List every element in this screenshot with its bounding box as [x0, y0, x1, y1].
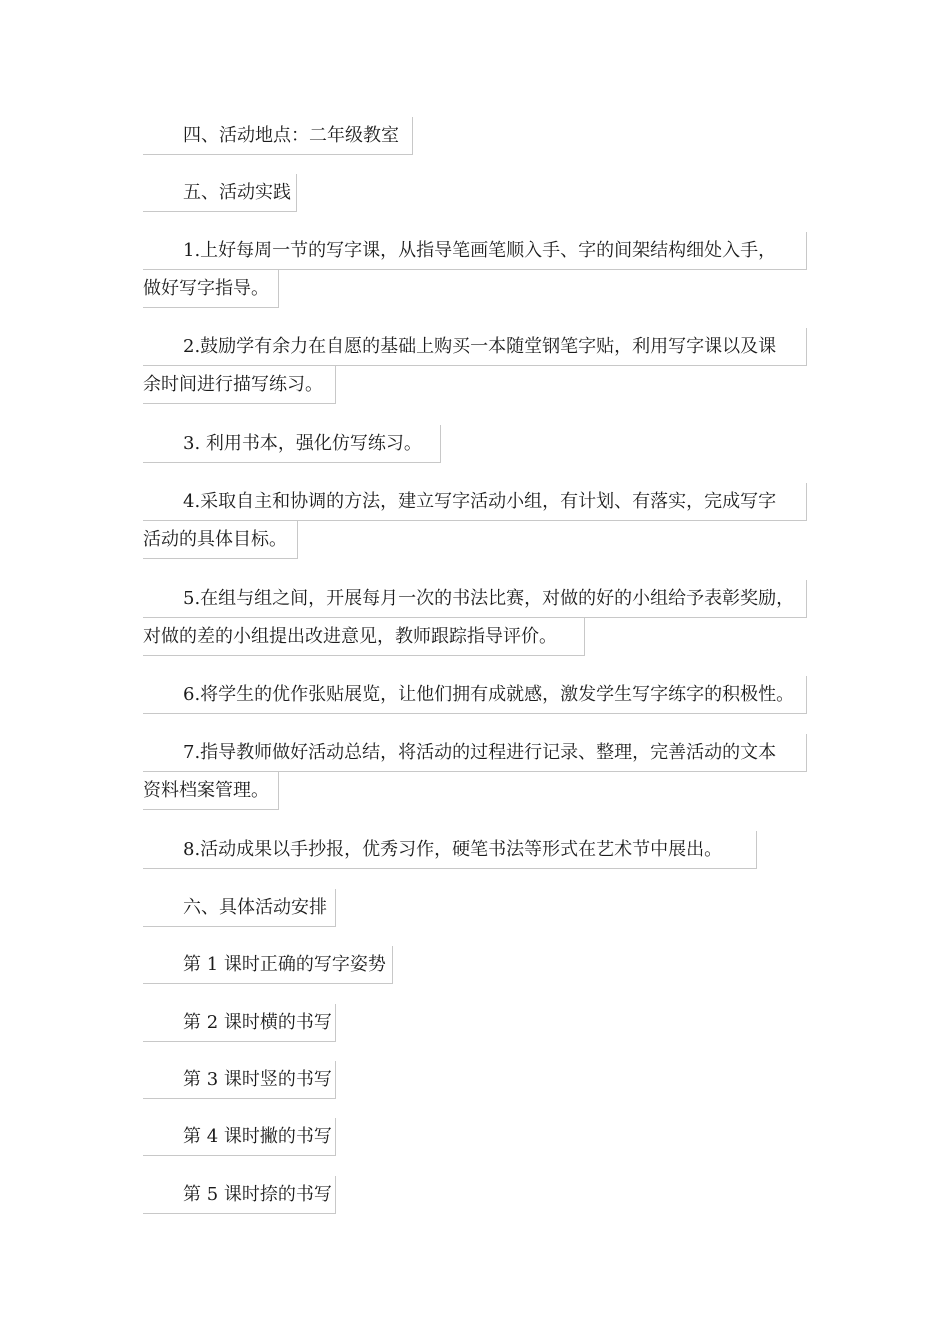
lesson-item: 第 1 课时正确的写字姿势 [143, 946, 393, 984]
heading-activity-practice: 五、活动实践 [143, 174, 297, 212]
heading-activity-schedule: 六、具体活动安排 [143, 889, 336, 927]
heading-activity-location: 四、活动地点：二年级教室 [143, 117, 413, 155]
list-item: 7.指导教师做好活动总结，将活动的过程进行记录、整理，完善活动的文本 资料档案管理。 [143, 734, 807, 810]
lesson-item: 第 2 课时横的书写 [143, 1004, 336, 1042]
list-item: 2.鼓励学有余力在自愿的基础上购买一本随堂钢笔字贴，利用写字课以及课 余时间进行描写练习。 [143, 328, 807, 404]
lesson-item: 第 5 课时捺的书写 [143, 1176, 336, 1214]
list-item: 4.采取自主和协调的方法，建立写字活动小组，有计划、有落实，完成写字 活动的具体目标。 [143, 483, 807, 559]
lesson-item: 第 4 课时撇的书写 [143, 1118, 336, 1156]
list-item: 3. 利用书本，强化仿写练习。 [143, 425, 441, 463]
list-item: 6.将学生的优作张贴展览，让他们拥有成就感，激发学生写字练字的积极性。 [143, 676, 807, 714]
list-item: 1.上好每周一节的写字课，从指导笔画笔顺入手、字的间架结构细处入手， 做好写字指导。 [143, 232, 807, 308]
list-item: 8.活动成果以手抄报，优秀习作，硬笔书法等形式在艺术节中展出。 [143, 831, 757, 869]
lesson-item: 第 3 课时竖的书写 [143, 1061, 336, 1099]
list-item: 5.在组与组之间，开展每月一次的书法比赛，对做的好的小组给予表彰奖励， 对做的差的小组提出改进意见，教师跟踪指导评价。 [143, 580, 807, 656]
